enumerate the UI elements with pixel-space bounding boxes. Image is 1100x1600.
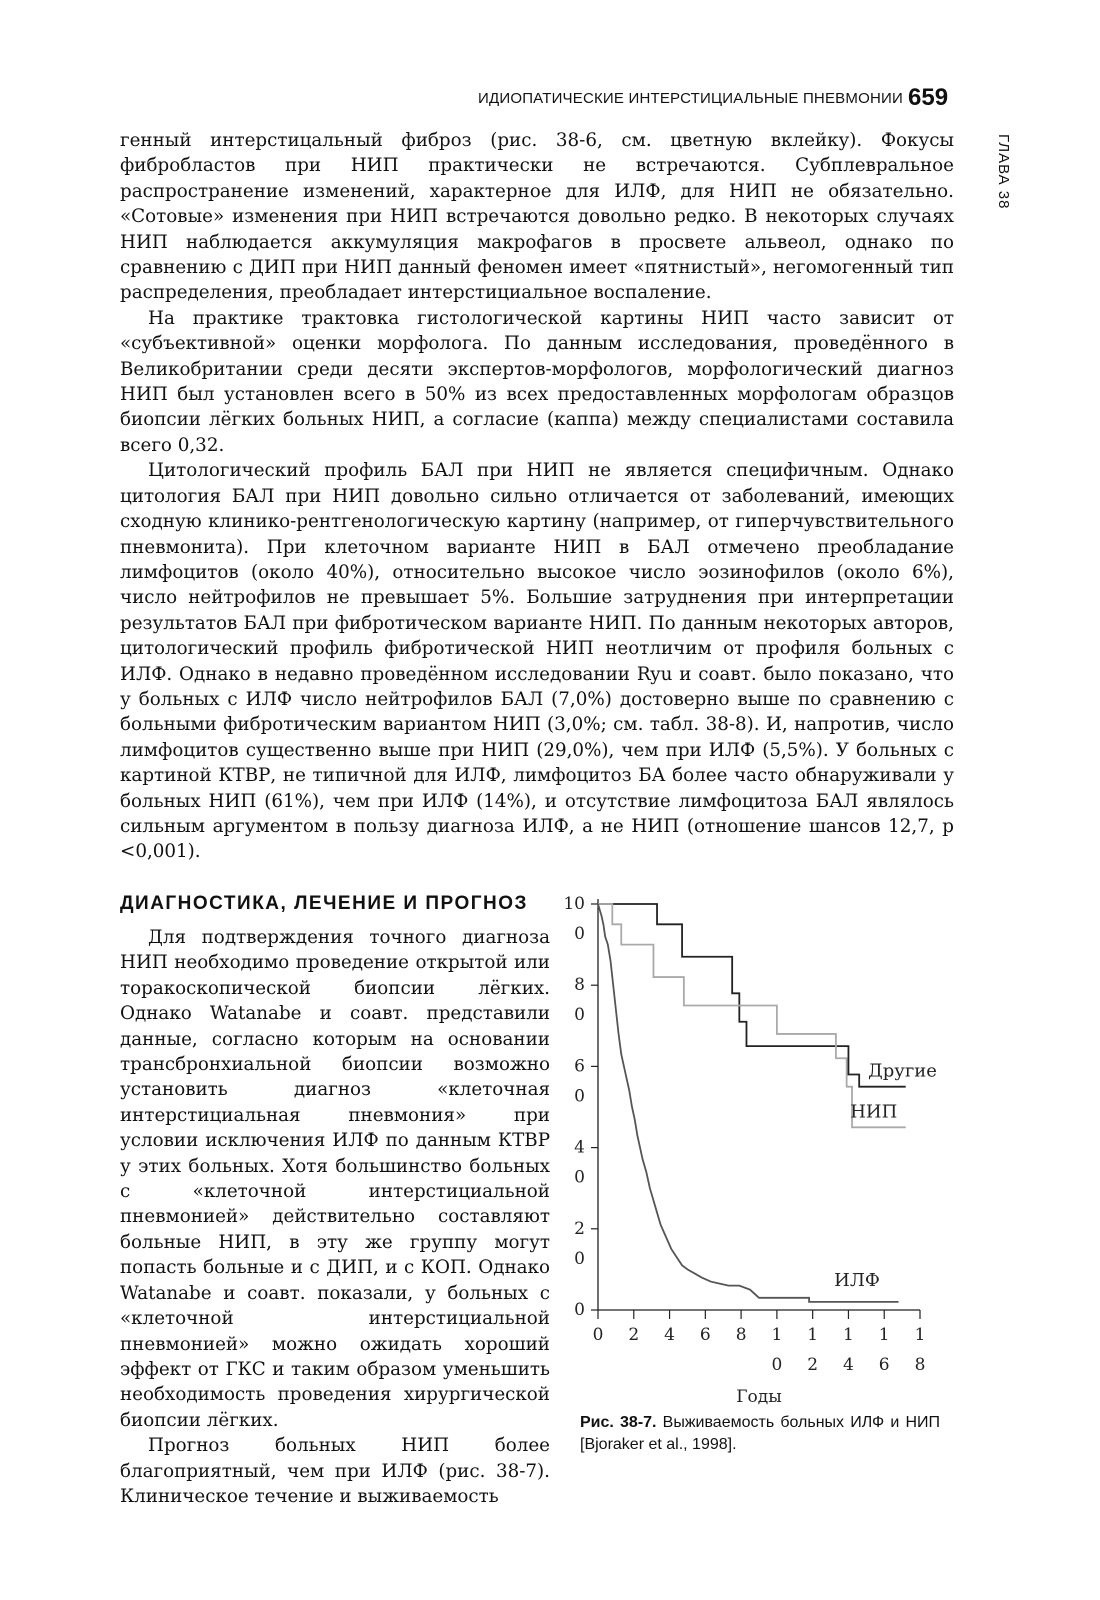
y-tick-label: 10 [563, 894, 585, 914]
x-tick-label: 1 [878, 1325, 890, 1345]
series-label: НИП [850, 1101, 898, 1123]
y-tick-label: 4 [574, 1137, 585, 1158]
x-tick-label: 0 [771, 1355, 783, 1375]
y-tick-label: 0 [574, 1248, 585, 1269]
y-tick-label: 2 [574, 1218, 585, 1239]
y-tick-label: 6 [574, 1056, 585, 1077]
x-tick-label: 6 [878, 1355, 890, 1375]
paragraph-2: На практике трактовка гистологической картины НИП часто зависит от «субъективной» оценки морфолога. По данным исследования, проведённого в Великобритании среди десяти экспертов-морфологов, морфологический диагноз НИП был установлен всего в 50% из всех предоставленных морфологам образцов биопсии лёгких больных НИП, а согласие (каппа) между специалистами составила всего 0,32. [120, 307, 954, 456]
x-tick-label: 2 [807, 1355, 819, 1375]
section-text [120, 925, 550, 1509]
figure-caption [580, 1412, 940, 1456]
section-paragraph-2: Прогноз больных НИП более благоприятный, чем при ИЛФ (рис. 38-7). Клиническое течение и выживаемость [120, 1435, 550, 1507]
caption-text: Выживаемость больных ИЛФ и НИП [Bjoraker et al., 1998]. [580, 1414, 940, 1453]
section-paragraph-1: Для подтверждения точного диагноза НИП необходимо проведение открытой или торакоскопической биопсии лёгких. Однако Watanabe и соавт. представили данные, согласно которым на основании трансбронхиальной биопсии возможно установить диагноз «клеточная интерстициальная пневмония» при условии исключения ИЛФ по данным КТВР у этих больных. Хотя большинство больных с «клеточной интерстициальной пневмонией» действительно составляют больные НИП, в эту же группу могут попасть больные и с ДИП, и с КОП. Однако Watanabe и соавт. показали, у больных с «клеточной интерстициальной пневмонией» можно ожидать хороший эффект от ГКС и таким образом уменьшить необходимость проведения хирургической биопсии лёгких. [120, 927, 550, 1431]
x-tick-label: 8 [914, 1355, 926, 1375]
page-number: 659 [908, 84, 949, 111]
x-tick-label: 1 [771, 1325, 783, 1345]
x-tick-label: 0 [592, 1325, 604, 1345]
x-tick-label: 8 [735, 1325, 747, 1345]
series-label: Другие [868, 1060, 937, 1082]
x-tick-label: 6 [699, 1325, 711, 1345]
x-axis-label: Годы [736, 1387, 782, 1407]
paragraph-3: Цитологический профиль БАЛ при НИП не является специфичным. Однако цитология БАЛ при НИП довольно сильно отличается от заболеваний, имеющих сходную клинико-рентгенологическую картину (например, от гиперчувствительного пневмонита). При клеточном варианте НИП в БАЛ отмечено преобладание лимфоцитов (около 40%), относительно высокое число эозинофилов (около 6%), число нейтрофилов не превышает 5%. Большие затруднения при интерпретации результатов БАЛ при фибротическом варианте НИП. По данным некоторых авторов, цитологический профиль фибротической НИП неотличим от профиля больных с ИЛФ. Однако в недавно проведённом исследовании Ryu и соавт. было показано, что у больных с ИЛФ число нейтрофилов БАЛ (7,0%) достоверно выше по сравнению с больными фибротическим вариантом НИП (3,0%; см. табл. 38-8). И, напротив, число лимфоцитов существенно выше при НИП (29,0%), чем при ИЛФ (5,5%). У больных с картиной КТВР, не типичной для ИЛФ, лимфоцитоз БА более часто обнаруживали у больных НИП (61%), чем при ИЛФ (14%), и отсутствие лимфоцитоза БАЛ являлось сильным аргументом в пользу диагноза ИЛФ, а не НИП (отношение шансов 12,7, p <0,001). [120, 460, 954, 863]
series-label: ИЛФ [834, 1269, 880, 1291]
x-tick-label: 1 [843, 1325, 854, 1345]
y-tick-label: 0 [574, 1300, 585, 1320]
y-tick-label: 0 [574, 1167, 585, 1188]
running-head-title: ИДИОПАТИЧЕСКИЕ ИНТЕРСТИЦИАЛЬНЫЕ ПНЕВМОНИИ [478, 90, 903, 107]
caption-label: Рис. 38-7. [580, 1414, 657, 1431]
y-tick-label: 8 [574, 975, 585, 996]
survival-chart [560, 872, 960, 1412]
x-tick-label: 4 [843, 1355, 854, 1375]
section-heading: ДИАГНОСТИКА, ЛЕЧЕНИЕ И ПРОГНОЗ [120, 893, 528, 914]
y-tick-label: 0 [574, 1005, 585, 1026]
x-tick-label: 4 [664, 1325, 675, 1345]
y-tick-label: 0 [574, 1086, 585, 1107]
series-line [598, 904, 906, 1127]
x-tick-label: 1 [914, 1325, 926, 1345]
x-tick-label: 2 [628, 1325, 640, 1345]
y-tick-label: 0 [574, 924, 585, 944]
chapter-tab: ГЛАВА 38 [995, 134, 1012, 210]
paragraph-1: генный интерстицальный фиброз (рис. 38-6, см. цветную вклейку). Фокусы фибробластов при НИП практически не встречаются. Субплевральное распространение изменений, характерное для ИЛФ, для НИП не обязательно. «Сотовые» изменения при НИП встречаются довольно редко. В некоторых случаях НИП наблюдается аккумуляция макрофагов в просвете альвеол, однако по сравнению с ДИП при НИП данный феномен имеет «пятнистый», негомогенный тип распределения, преобладает интерстициальное воспаление. [120, 130, 954, 304]
series-line [598, 904, 906, 1087]
x-tick-label: 1 [807, 1325, 819, 1345]
main-text [120, 128, 954, 865]
